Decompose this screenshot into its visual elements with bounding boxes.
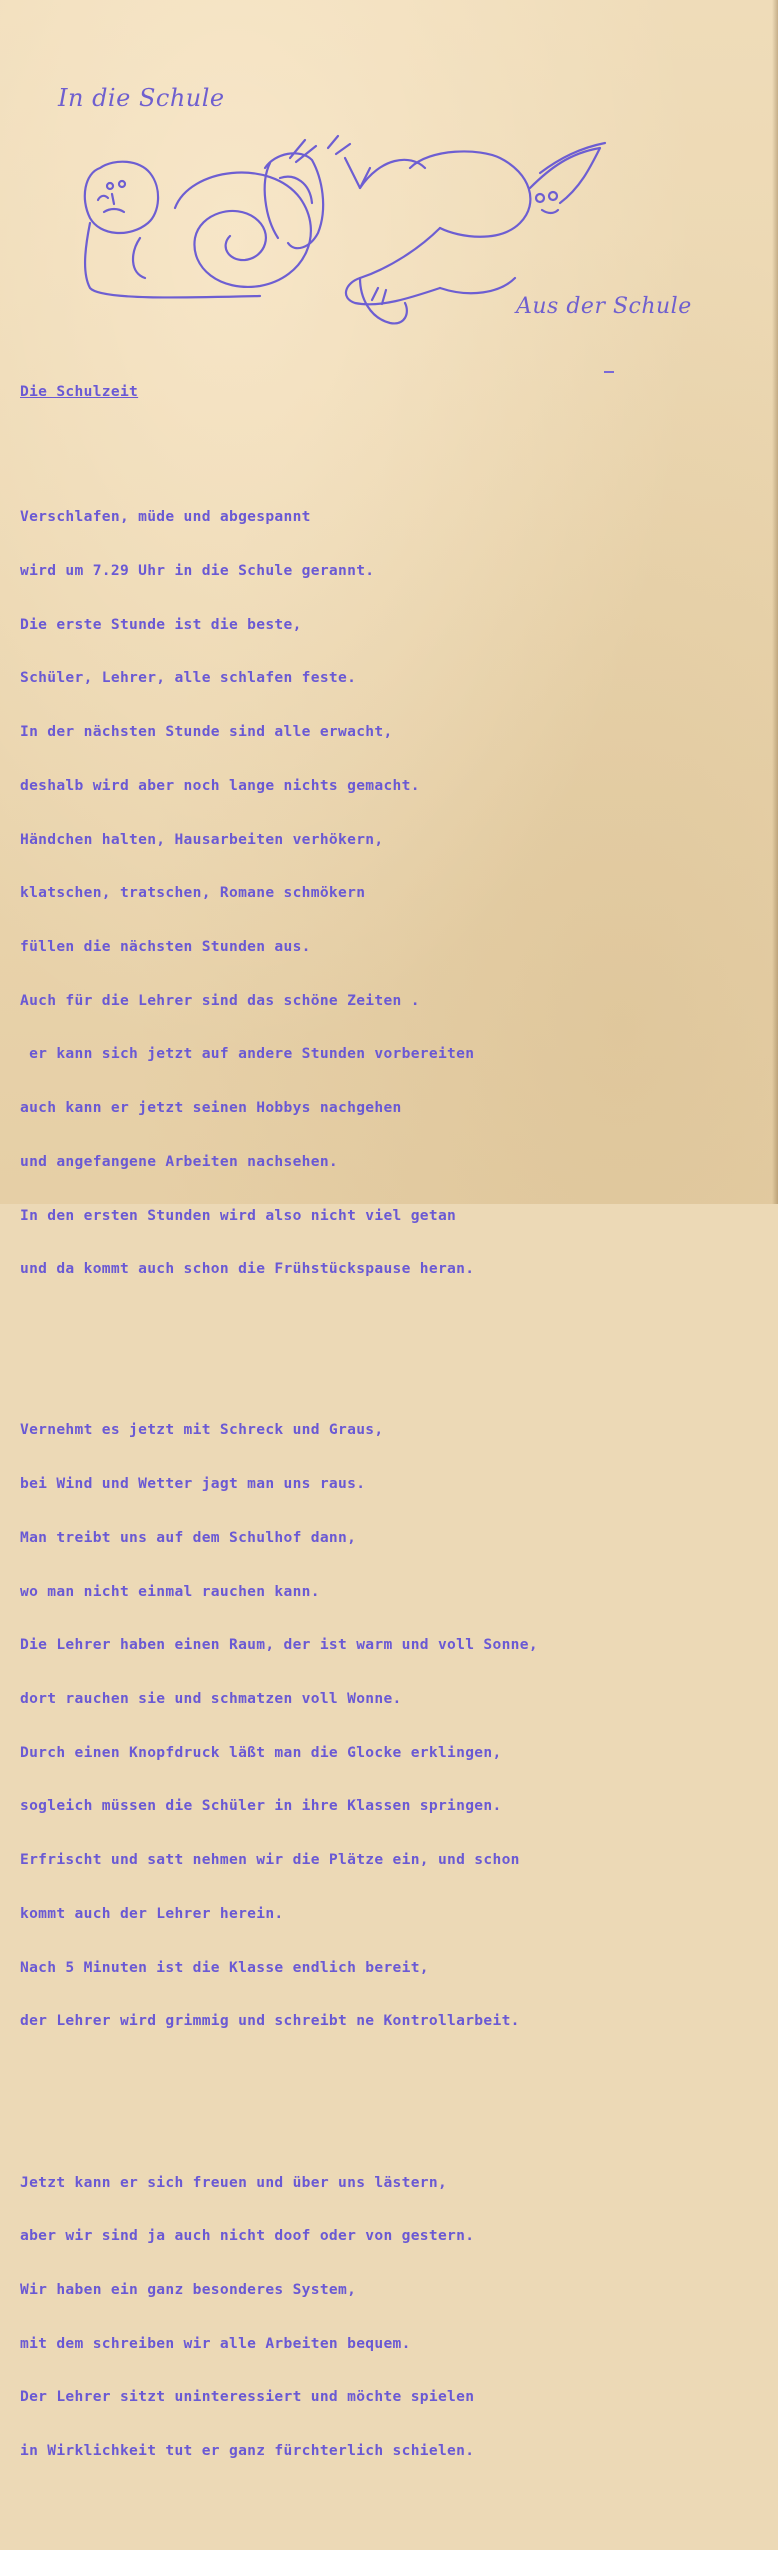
poem-line: bei Wind und Wetter jagt man uns raus. <box>20 1475 366 1493</box>
stanza-2 <box>20 1386 538 2066</box>
poem-line: Vernehmt es jetzt mit Schreck und Graus, <box>20 1421 384 1439</box>
poem-line: auch kann er jetzt seinen Hobbys nachgehen <box>20 1099 402 1117</box>
poem-line: wo man nicht einmal rauchen kann. <box>20 1582 320 1600</box>
poem-line: Erfrischt und satt nehmen wir die Plätze ein, und schon <box>20 1851 520 1869</box>
caption-aus-der-schule: Aus der Schule <box>516 294 692 319</box>
poem-line: der Lehrer wird grimmig und schreibt ne Kontrollarbeit. <box>20 2012 520 2030</box>
poem-line: er kann sich jetzt auf andere Stunden vorbereiten <box>20 1045 475 1063</box>
poem-line: Wir haben ein ganz besonderes System, <box>20 2280 357 2298</box>
poem-text <box>20 347 538 2550</box>
poem-line: Schüler, Lehrer, alle schlafen feste. <box>20 669 357 687</box>
poem-line: Nach 5 Minuten ist die Klasse endlich bereit, <box>20 1958 429 1976</box>
poem-line: dort rauchen sie und schmatzen voll Wonne. <box>20 1690 402 1708</box>
poem-line: deshalb wird aber noch lange nichts gemacht. <box>20 776 420 794</box>
poem-line: in Wirklichkeit tut er ganz fürchterlich schielen. <box>20 2442 475 2460</box>
poem-line: und angefangene Arbeiten nachsehen. <box>20 1152 339 1170</box>
poem-line: Der Lehrer sitzt uninteressiert und möchte spielen <box>20 2388 475 2406</box>
poem-line: Auch für die Lehrer sind das schöne Zeiten . <box>20 991 420 1009</box>
poem-line: Die Lehrer haben einen Raum, der ist warm und voll Sonne, <box>20 1636 538 1654</box>
poem-line: In den ersten Stunden wird also nicht viel getan <box>20 1206 457 1224</box>
poem-line: Die erste Stunde ist die beste, <box>20 615 302 633</box>
stanza-1 <box>20 472 538 1314</box>
stray-dash-mark <box>604 371 614 373</box>
poem-line: Durch einen Knopfdruck läßt man die Glocke erklingen, <box>20 1743 502 1761</box>
poem-line: kommt auch der Lehrer herein. <box>20 1904 284 1922</box>
poem-line: klatschen, tratschen, Romane schmökern <box>20 884 366 902</box>
poem-line: Man treibt uns auf dem Schulhof dann, <box>20 1528 357 1546</box>
page-edge-shadow <box>772 0 778 1204</box>
poem-line: Händchen halten, Hausarbeiten verhökern, <box>20 830 384 848</box>
poem-line: füllen die nächsten Stunden aus. <box>20 938 311 955</box>
poem-line: Verschlafen, müde und abgespannt <box>20 508 311 526</box>
poem-line: sogleich müssen die Schüler in ihre Klassen springen. <box>20 1797 502 1815</box>
sad-snail-illustration <box>85 140 323 298</box>
poem-line: aber wir sind ja auch nicht doof oder von gestern. <box>20 2227 475 2245</box>
caption-in-die-schule: In die Schule <box>58 84 225 112</box>
poem-line: wird um 7.29 Uhr in die Schule gerannt. <box>20 561 375 579</box>
stanza-3 <box>20 2138 538 2496</box>
poem-line: In der nächsten Stunde sind alle erwacht, <box>20 723 393 741</box>
poem-line: Jetzt kann er sich freuen und über uns lästern, <box>20 2173 448 2191</box>
poem-line: mit dem schreiben wir alle Arbeiten bequem. <box>20 2334 411 2352</box>
poem-line: und da kommt auch schon die Frühstückspause heran. <box>20 1260 475 1278</box>
poem-title: Die Schulzeit <box>20 382 139 400</box>
